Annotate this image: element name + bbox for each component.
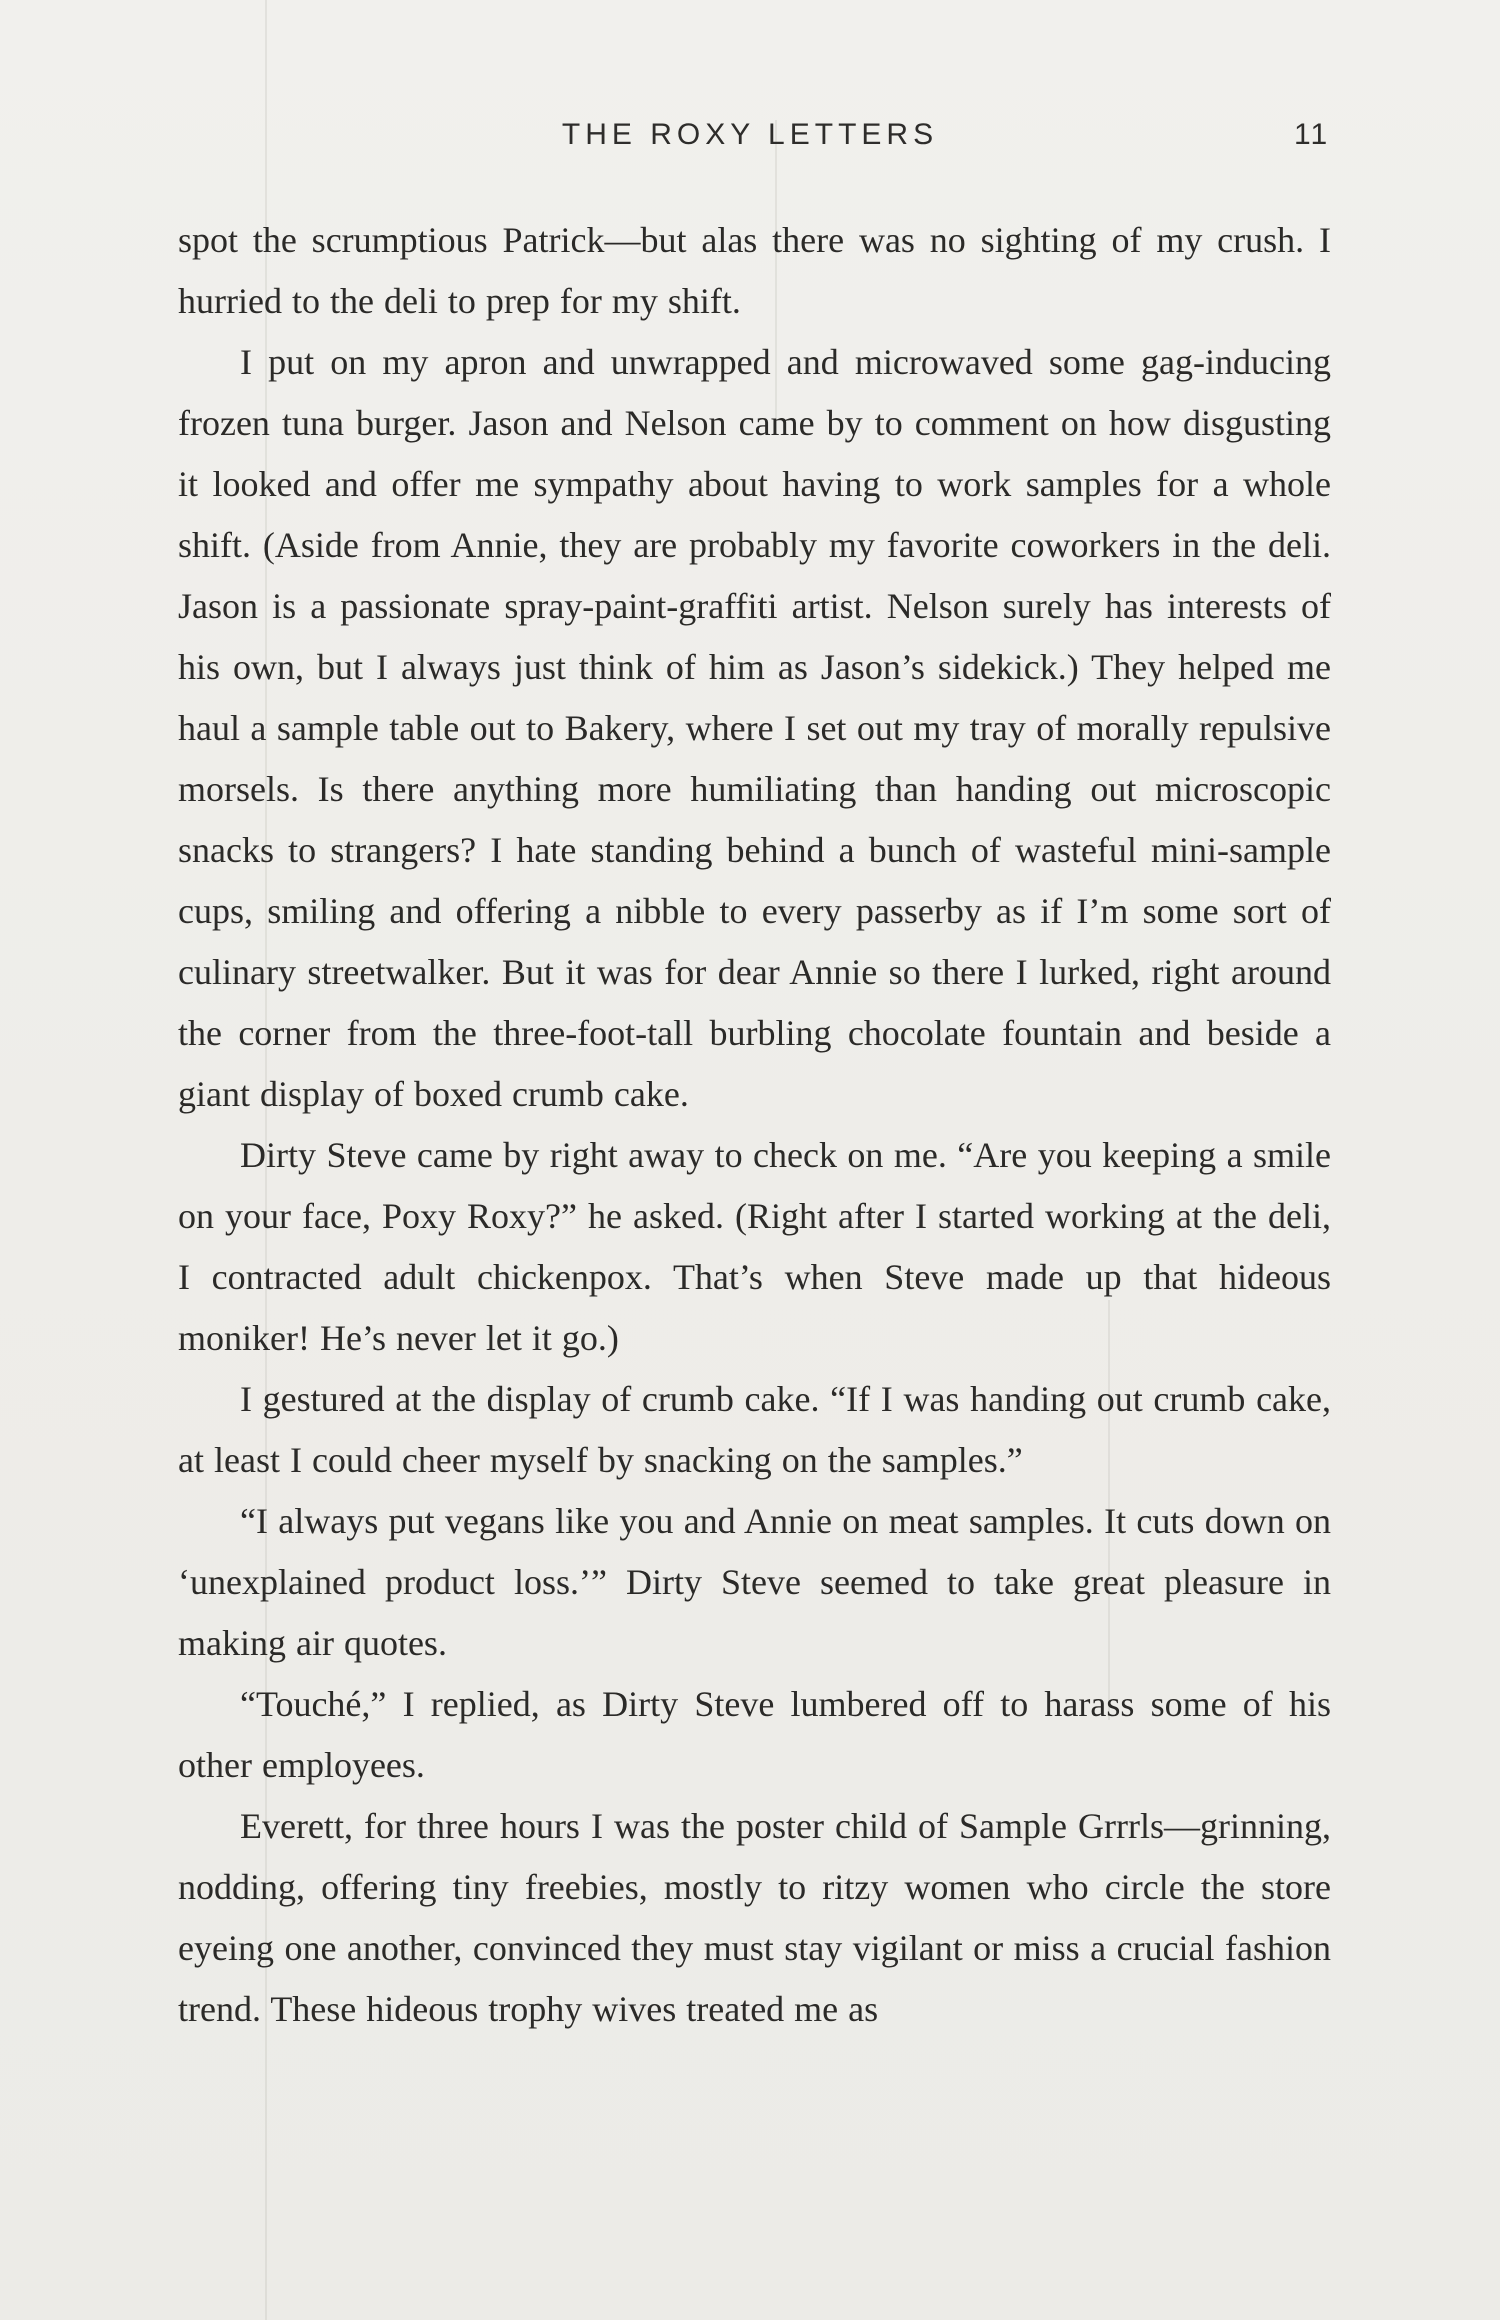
paragraph: Dirty Steve came by right away to check on me. “Are you keeping a smile on your face, Poxy Roxy?” he asked. (Right after I started working at the deli, I contracted adult chickenpox. That’s when Steve made up that hideous moniker! He’s never let it go.) — [178, 1135, 1331, 1358]
paragraph: “I always put vegans like you and Annie on meat samples. It cuts down on ‘unexplained product loss.’” Dirty Steve seemed to take great pleasure in making air quotes. — [178, 1501, 1331, 1663]
page-number: 11 — [1294, 118, 1330, 151]
running-title: THE ROXY LETTERS — [561, 118, 939, 151]
paragraph: Everett, for three hours I was the poster child of Sample Grrrls—grinning, nodding, offering tiny freebies, mostly to ritzy women who circle the store eyeing one another, convinced they must stay vigilant or miss a crucial fashion trend. These hideous trophy wives treated me as — [178, 1806, 1331, 2029]
body-text — [178, 210, 1331, 2040]
page-header — [0, 118, 1500, 158]
paragraph: “Touché,” I replied, as Dirty Steve lumbered off to harass some of his other employees. — [178, 1684, 1331, 1785]
paragraph: spot the scrumptious Patrick—but alas there was no sighting of my crush. I hurried to the deli to prep for my shift. — [178, 220, 1331, 321]
paragraph: I gestured at the display of crumb cake. “If I was handing out crumb cake, at least I could cheer myself by snacking on the samples.” — [178, 1379, 1331, 1480]
paragraph: I put on my apron and unwrapped and microwaved some gag-inducing frozen tuna burger. Jason and Nelson came by to comment on how disgusting it looked and offer me sympathy about having to work samples for a whole shift. (Aside from Annie, they are probably my favorite coworkers in the deli. Jason is a passionate spray-paint-graffiti artist. Nelson surely has interests of his own, but I always just think of him as Jason’s sidekick.) They helped me haul a sample table out to Bakery, where I set out my tray of morally repulsive morsels. Is there anything more humiliating than handing out microscopic snacks to strangers? I hate standing behind a bunch of wasteful mini-sample cups, smiling and offering a nibble to every passerby as if I’m some sort of culinary streetwalker. But it was for dear Annie so there I lurked, right around the corner from the three-foot-tall burbling chocolate fountain and beside a giant display of boxed crumb cake. — [178, 342, 1331, 1114]
